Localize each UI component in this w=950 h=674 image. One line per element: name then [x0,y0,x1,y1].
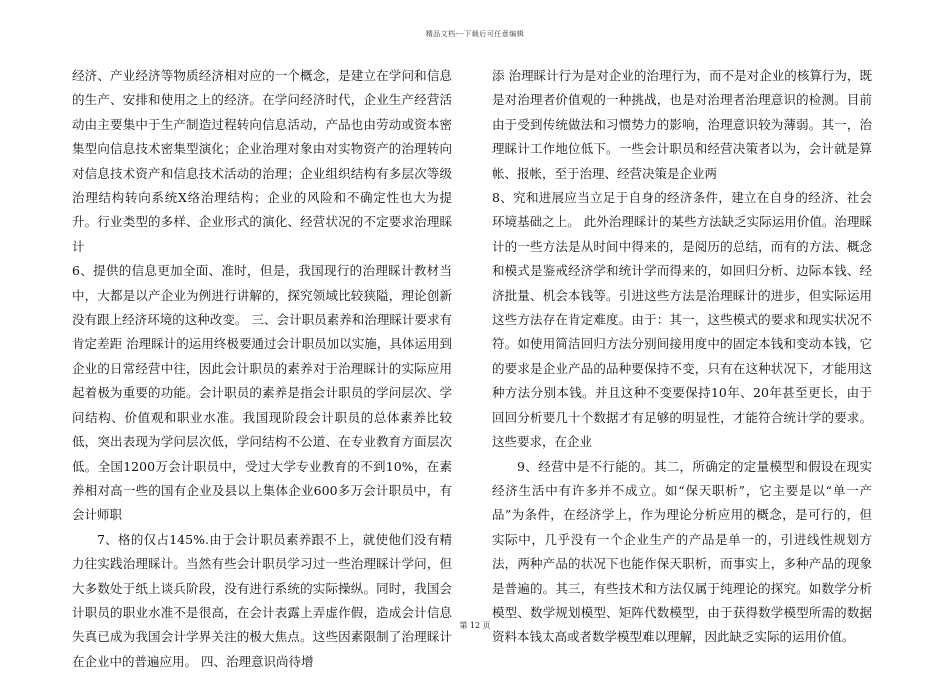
left-column [72,64,452,674]
paragraph: 8、究和进展应当立足于自身的经济条件，建立在自身的经济、社会环境基础之上。 此外治理睬计的某些方法缺乏实际运用价值。治理睬计的一些方法是从时间中得来的，是阅历的总结，而有的方法、概念和模式是鉴戒经济学和统计学而得来的，如回归分析、边际本钱、经济批量、机会本钱等。引进这些方法是治理睬计的进步，但实际运用这些方法存在肯定难度。由于：其一，这些模式的要求和现实状况不符。如使用简洁回归方法分别间接用度中的固定本钱和变动本钱，它的要求是企业产品的品种要保持不变，只有在这种状况下，才能用这种方法分别本钱。并且这种不变要保持10年、20年甚至更长，由于回回分析要几十个数据才有足够的明显性，才能符合统计学的要求。这些要求，在企业 [492,190,872,450]
page-header: 精品文档---下载后可任意编辑 [425,30,525,38]
paragraph: 经济、产业经济等物质经济相对应的一个概念，是建立在学问和信息的生产、安排和使用之上的经济。在学问经济时代，企业生产经营活动由主要集中于生产制造过程转向信息活动，产品也由劳动或资本密集型向信息技术密集型演化；企业治理对象由对实物资产的治理转向对信息技术资产和信息技术活动的治理；企业组织结构有多层次等级治理结构转向系统X络治理结构；企业的风险和不确定性也大为提升。行业类型的多样、企业形式的演化、经营状况的不定要求治理睬计 [72,68,452,254]
right-column [492,64,872,650]
paragraph: 6、提供的信息更加全面、准时，但是，我国现行的治理睬计教材当中，大都是以产企业为例进行讲解的，探究领域比较狭隘，理论创新没有跟上经济环境的这种改变。 三、会计职员素养和治理睬计要求有肯定差距 治理睬计的运用终极要通过会计职员加以实施，具体运用到企业的日常经营中往，因此会计职员的素养对于治理睬计的实际应用起着极为重要的功能。会计职员的素养是指会计职员的学问层次、学问结构、价值观和职业水准。我国现阶段会计职员的总体素养比较低，突出表现为学问层次低，学问结构不公道、在专业教育方面层次低。全国1200万会计职员中，受过大学专业教育的不到10%，在素养相对高一些的国有企业及县以上集体企业600多万会计职员中，有会计师职 [72,263,452,523]
paragraph: 添 治理睬计行为是对企业的治理行为，而不是对企业的核算行为，既是对治理者价值观的一种挑战，也是对治理者治理意识的检测。目前由于受到传统做法和习惯势力的影响，治理意识较为薄弱。其一，治理睬计工作地位低下。一些会计职员和经营决策者以为，会计就是算帐、报帐，至于治理、经营决策是企业两 [492,68,872,181]
paragraph: 7、格的仅占145%.由于会计职员素养跟不上，就使他们没有精力往实践治理睬计。当然有些会计职员学习过一些治理睬计学问，但大多数处于纸上谈兵阶段，没有进行系统的实际操纵。同时，我国会计职员的职业水准不是很高，在会计表露上弄虚作假，造成会计信息失真已成为我国会计学界关注的极大焦点。这些因素限制了治理睬计在企业中的普遍应用。 四、治理意识尚待增 [72,531,452,669]
paragraph: 9、经营中是不行能的。其二，所确定的定量模型和假设在现实经济生活中有许多并不成立。如“保天职析”，它主要是以“单一产品”为条件，在经济学上，作为理论分析应用的概念，是可行的，但实际中，几乎没有一个企业生产的产品是单一的，引进线性规划方法，两种产品的状况下也能作保天职析，而事实上，多种产品的现象是普遍的。其三，有些技术和方法仅属于纯理论的探究。如数学分析模型、数学规划模型、矩阵代数模型，由于获得数学模型所需的数据资料本钱太高或者数学模型难以理解，因此缺乏实际的运用价值。 [492,458,872,645]
page-number: 第 12 页 [459,621,491,630]
